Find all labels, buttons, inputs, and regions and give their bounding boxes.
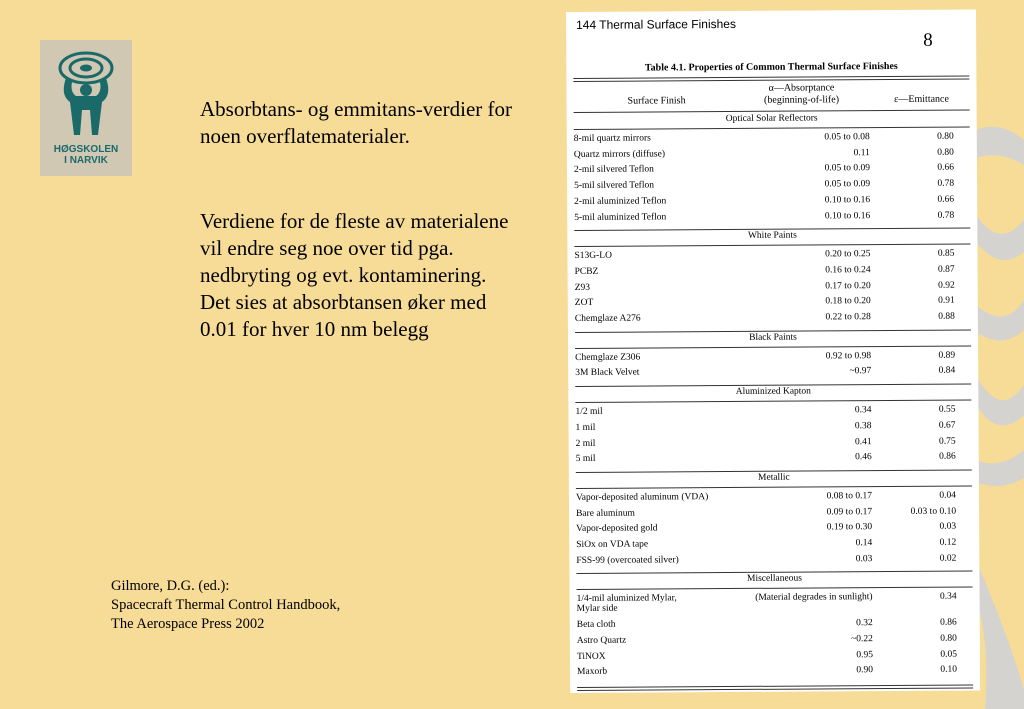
absorptance-value: 0.38 bbox=[854, 420, 872, 432]
surface-name: Vapor-deposited aluminum (VDA) bbox=[575, 492, 709, 503]
absorptance-value: (Material degrades in sunlight) bbox=[755, 592, 873, 604]
absorptance-value: 0.10 to 0.16 bbox=[824, 194, 871, 206]
citation-line: The Aerospace Press 2002 bbox=[111, 616, 265, 632]
absorptance-value: 0.14 bbox=[855, 538, 873, 549]
emittance-value: 0.05 bbox=[940, 649, 957, 660]
table-row bbox=[577, 649, 973, 666]
surface-name: 2-mil silvered Teflon bbox=[573, 164, 654, 176]
school-logo bbox=[40, 40, 132, 176]
column-header-emittance: ε—Emittance bbox=[894, 93, 949, 105]
page-number: 8 bbox=[923, 29, 933, 51]
absorptance-value: 0.95 bbox=[856, 649, 873, 660]
surface-name: S13G-LO bbox=[574, 250, 613, 262]
absorptance-value: 0.34 bbox=[854, 405, 872, 416]
section-heading: Miscellaneous bbox=[746, 573, 802, 585]
surface-name: 5 mil bbox=[575, 454, 596, 465]
absorptance-value: 0.46 bbox=[855, 452, 872, 463]
emittance-value: 0.86 bbox=[940, 617, 957, 628]
emittance-value: 0.66 bbox=[937, 163, 954, 174]
table-row bbox=[574, 249, 970, 266]
emittance-value: 0.86 bbox=[939, 451, 956, 462]
surface-name: Quartz mirrors (diffuse) bbox=[573, 149, 666, 160]
table-row bbox=[575, 312, 971, 329]
surface-name: 3M Black Velvet bbox=[575, 367, 640, 379]
surface-name: Bare aluminum bbox=[576, 508, 635, 519]
absorptance-value: 0.10 to 0.16 bbox=[824, 210, 871, 221]
table-row bbox=[574, 163, 970, 180]
table-row bbox=[575, 264, 971, 281]
surface-name: 1 mil bbox=[575, 422, 596, 433]
absorptance-value: 0.05 to 0.08 bbox=[824, 132, 870, 143]
absorptance-value: 0.20 to 0.25 bbox=[825, 249, 871, 260]
emittance-value: 0.67 bbox=[938, 420, 956, 431]
column-header-absorptance: α—Absorptance (beginning-of-life) bbox=[764, 82, 840, 106]
absorptance-value: 0.32 bbox=[856, 618, 873, 629]
scanned-table-page bbox=[566, 9, 980, 692]
surface-name: 1/2 mil bbox=[575, 406, 603, 418]
logo-text-line2: I NARVIK bbox=[64, 155, 108, 166]
surface-name: Z93 bbox=[574, 282, 591, 293]
surface-name: ZOT bbox=[574, 298, 594, 309]
surface-name: Chemglaze A276 bbox=[574, 313, 641, 324]
table-row bbox=[576, 452, 972, 469]
table-row bbox=[574, 194, 970, 211]
surface-name: 1/4-mil aluminized Mylar, Mylar side bbox=[576, 593, 677, 615]
absorptance-value: 0.92 to 0.98 bbox=[825, 350, 872, 362]
absorptance-value: 0.05 to 0.09 bbox=[824, 163, 870, 174]
surface-name: 2 mil bbox=[575, 438, 596, 449]
emittance-value: 0.02 bbox=[939, 553, 957, 564]
surface-name: SiOx on VDA tape bbox=[576, 539, 649, 550]
absorptance-value: ~0.97 bbox=[849, 366, 872, 377]
surface-name: 8-mil quartz mirrors bbox=[573, 133, 651, 144]
section-heading: White Paints bbox=[747, 230, 797, 242]
surface-name: 2-mil aluminized Teflon bbox=[574, 196, 667, 207]
absorptance-value: 0.22 to 0.28 bbox=[825, 312, 871, 323]
citation-line: Spacecraft Thermal Control Handbook, bbox=[111, 597, 341, 613]
absorptance-value: 0.09 to 0.17 bbox=[826, 506, 873, 518]
emittance-value: 0.78 bbox=[937, 210, 955, 221]
absorptance-value: 0.18 to 0.20 bbox=[825, 296, 871, 307]
surface-name: Beta cloth bbox=[576, 619, 616, 631]
absorptance-value: 0.17 to 0.20 bbox=[825, 280, 871, 292]
emittance-value: 0.92 bbox=[938, 280, 955, 291]
absorptance-value: 0.16 to 0.24 bbox=[825, 265, 871, 276]
table-row bbox=[576, 522, 972, 539]
column-header-surface: Surface Finish bbox=[627, 95, 686, 107]
table-row bbox=[576, 420, 972, 437]
absorptance-value: 0.08 to 0.17 bbox=[826, 491, 872, 502]
section-heading: Optical Solar Reflectors bbox=[725, 113, 818, 125]
table-row bbox=[575, 405, 971, 422]
emittance-value: 0.80 bbox=[940, 633, 957, 644]
absorptance-value: 0.90 bbox=[856, 665, 874, 676]
surface-name: Vapor-deposited gold bbox=[576, 523, 658, 535]
surface-name: Chemglaze Z306 bbox=[575, 352, 641, 363]
section-heading: Metallic bbox=[757, 472, 790, 483]
section-heading: Aluminized Kapton bbox=[735, 386, 811, 398]
citation-line: Gilmore, D.G. (ed.): bbox=[111, 578, 230, 594]
table-row bbox=[574, 132, 970, 149]
table-row bbox=[576, 538, 972, 555]
citation bbox=[111, 577, 340, 634]
emittance-value: 0.34 bbox=[939, 592, 957, 603]
absorptance-value: 0.41 bbox=[854, 436, 872, 447]
surface-name: Astro Quartz bbox=[576, 635, 627, 646]
emittance-value: 0.10 bbox=[940, 664, 958, 675]
emittance-value: 0.03 bbox=[939, 521, 957, 533]
emittance-value: 0.88 bbox=[938, 311, 955, 322]
emittance-value: 0.04 bbox=[939, 490, 956, 501]
table-title: Table 4.1. Properties of Common Thermal Surface Finishes bbox=[644, 60, 898, 74]
table-row bbox=[576, 553, 972, 570]
page-header: 144 Thermal Surface Finishes bbox=[576, 16, 736, 32]
table-row bbox=[575, 280, 971, 297]
emittance-value: 0.84 bbox=[938, 366, 956, 377]
surface-name: FSS-99 (overcoated silver) bbox=[576, 555, 679, 566]
intro-paragraph: Absorbtans- og emmitans-verdier for noen overflatematerialer. bbox=[200, 97, 512, 148]
absorptance-value: 0.03 bbox=[855, 553, 873, 564]
emittance-value: 0.78 bbox=[937, 178, 955, 189]
surface-name: PCBZ bbox=[574, 266, 599, 277]
table-row bbox=[575, 296, 971, 313]
table-row bbox=[576, 592, 973, 615]
table-row bbox=[574, 179, 970, 196]
emittance-value: 0.12 bbox=[939, 537, 957, 548]
table-row bbox=[575, 350, 971, 367]
surface-name: 5-mil aluminized Teflon bbox=[574, 211, 667, 223]
absorptance-value: 0.11 bbox=[853, 147, 870, 158]
logo-text-line1: HØGSKOLEN bbox=[53, 144, 119, 155]
table-row bbox=[574, 210, 970, 227]
emittance-value: 0.91 bbox=[938, 295, 955, 307]
emittance-value: 0.85 bbox=[937, 248, 955, 259]
emittance-value: 0.80 bbox=[937, 131, 954, 142]
table-row bbox=[577, 665, 973, 682]
emittance-value: 0.55 bbox=[938, 404, 956, 415]
emittance-value: 0.89 bbox=[938, 350, 956, 361]
emittance-value: 0.75 bbox=[938, 436, 956, 447]
table-row bbox=[575, 366, 971, 383]
emittance-value: 0.87 bbox=[937, 264, 955, 275]
table-row bbox=[576, 490, 972, 507]
surface-name: 5-mil silvered Teflon bbox=[574, 180, 654, 192]
emittance-value: 0.66 bbox=[937, 194, 955, 205]
atlas-figure-icon bbox=[40, 40, 132, 148]
emittance-value: 0.03 to 0.10 bbox=[910, 506, 957, 517]
table-row bbox=[576, 506, 972, 523]
section-heading: Black Paints bbox=[749, 332, 797, 343]
absorptance-value: 0.19 to 0.30 bbox=[826, 522, 873, 533]
table-row bbox=[574, 147, 970, 164]
surface-name: TiNOX bbox=[576, 651, 606, 662]
emittance-value: 0.80 bbox=[937, 147, 954, 158]
explanation-paragraph: Verdiene for de fleste av materialene vil endre seg noe over tid pga. nedbryting og evt. kontaminering. Det sies at absorbtansen øker med 0.01 for hver 10 nm belegg bbox=[200, 209, 509, 341]
table-row bbox=[577, 618, 973, 635]
table-row bbox=[577, 633, 973, 650]
absorptance-value: ~0.22 bbox=[851, 633, 873, 645]
absorptance-value: 0.05 to 0.09 bbox=[824, 179, 871, 190]
surface-name: Maxorb bbox=[577, 666, 608, 678]
table-row bbox=[576, 436, 972, 453]
